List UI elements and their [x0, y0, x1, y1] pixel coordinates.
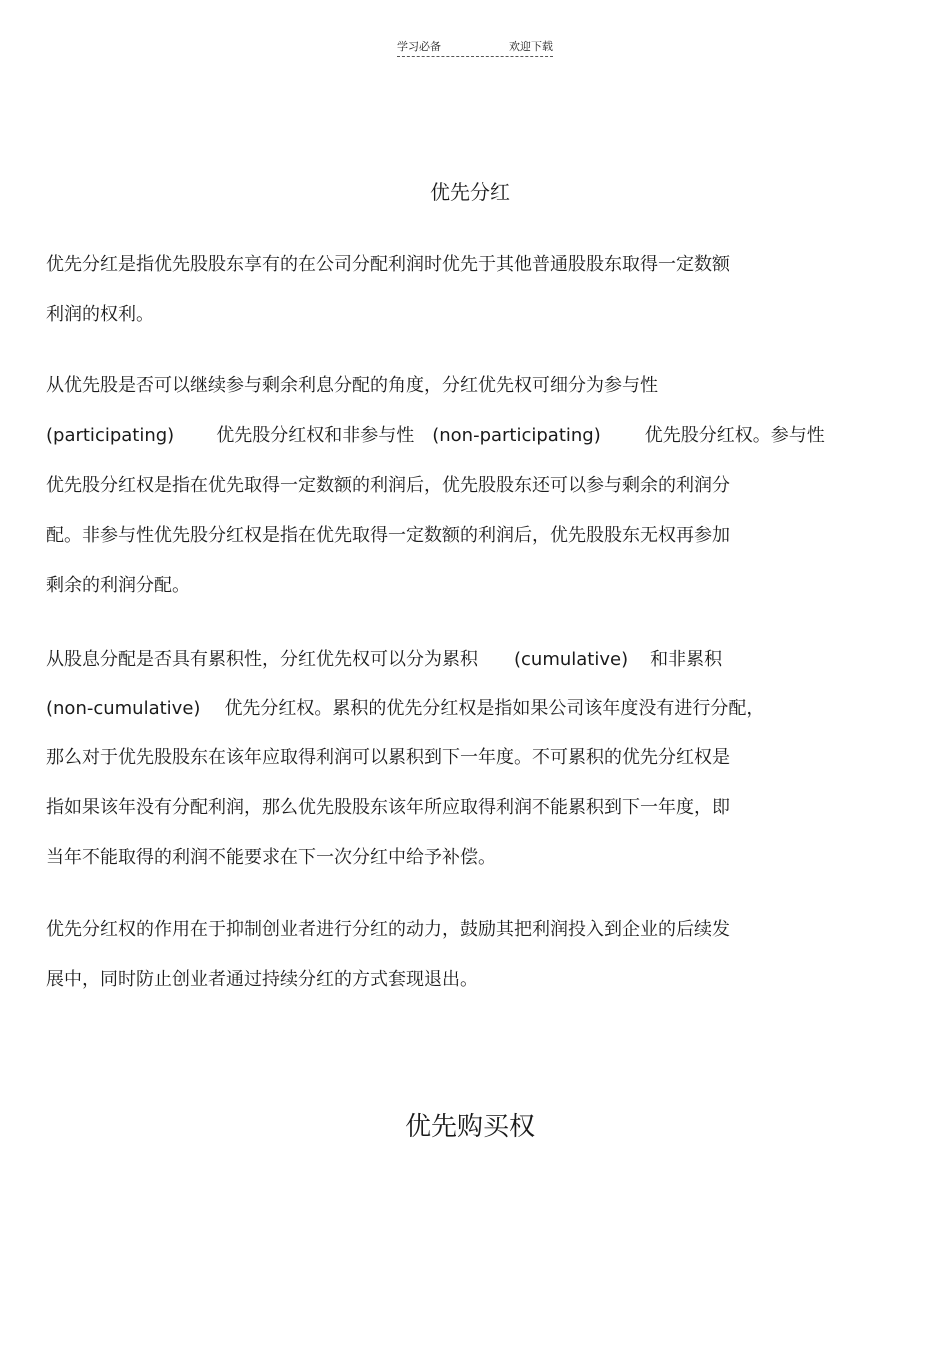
- paragraph-3-line-4: 指如果该年没有分配利润，那么优先股股东该年所应取得利润不能累积到下一年度，即: [46, 797, 730, 818]
- text-cumulative-intro: 从股息分配是否具有累积性，分红优先权可以分为累积: [46, 649, 478, 670]
- paragraph-2-line-5: 剩余的利润分配。: [46, 575, 190, 596]
- header-right-text: 欢迎下载: [509, 40, 553, 53]
- paragraph-3-line-3: 那么对于优先股股东在该年应取得利润可以累积到下一年度。不可累积的优先分红权是: [46, 747, 730, 768]
- text-cumulative-desc: 优先分红权。累积的优先分红权是指如果公司该年度没有进行分配，: [224, 698, 765, 719]
- header-left-text: 学习必备: [397, 40, 441, 53]
- paragraph-4-line-1: 优先分红权的作用在于抑制创业者进行分红的动力，鼓励其把利润投入到企业的后续发: [46, 919, 730, 940]
- term-non-cumulative: (non-cumulative): [46, 698, 201, 719]
- page-header: [0, 38, 950, 57]
- paragraph-1-line-2: 利润的权利。: [46, 304, 154, 325]
- term-non-participating: (non-participating): [432, 425, 601, 446]
- paragraph-2-line-2: [46, 423, 825, 449]
- text-non-cumulative-intro: 和非累积: [650, 649, 723, 670]
- term-cumulative: (cumulative): [514, 649, 629, 670]
- section-title-preemptive-right: 优先购买权: [404, 1112, 535, 1142]
- term-participating: (participating): [46, 425, 175, 446]
- paragraph-1-line-1: 优先分红是指优先股股东享有的在公司分配利润时优先于其他普通股股东取得一定数额: [46, 254, 730, 275]
- paragraph-3-line-2: [46, 696, 764, 722]
- paragraph-4-line-2: 展中，同时防止创业者通过持续分红的方式套现退出。: [46, 969, 478, 990]
- paragraph-2-line-1: 从优先股是否可以继续参与剩余利息分配的角度，分红优先权可细分为参与性: [46, 375, 658, 396]
- paragraph-3-line-5: 当年不能取得的利润不能要求在下一次分红中给予补偿。: [46, 847, 496, 868]
- paragraph-3-line-1: [46, 647, 722, 673]
- text-non-participating-desc: 优先股分红权。参与性: [644, 425, 825, 446]
- paragraph-2-line-3: 优先股分红权是指在优先取得一定数额的利润后，优先股股东还可以参与剩余的利润分: [46, 475, 730, 496]
- header-bar: [397, 38, 553, 57]
- text-participating-desc: 优先股分红权和非参与性: [216, 425, 415, 446]
- section-title-preferred-dividend: 优先分红: [430, 180, 510, 204]
- paragraph-2-line-4: 配。非参与性优先股分红权是指在优先取得一定数额的利润后，优先股股东无权再参加: [46, 525, 730, 546]
